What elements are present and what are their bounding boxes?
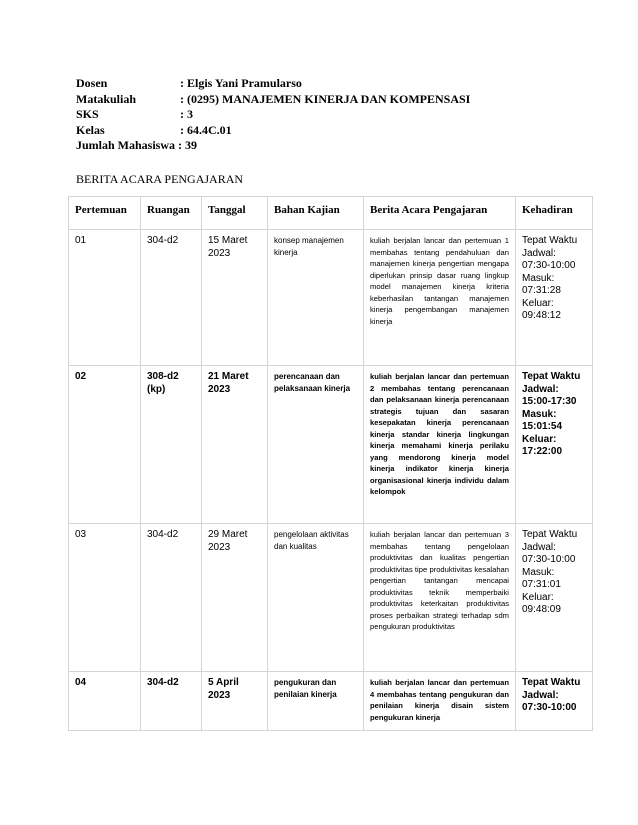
kehadiran-line: 07:31:01 [522,579,561,590]
column-header: Berita Acara Pengajaran [364,197,516,230]
kehadiran-line: Keluar: [522,433,557,445]
kehadiran-line: Jadwal: [522,689,559,701]
kehadiran-line: 15:01:54 [522,421,563,432]
cell-berita-acara: kuliah berjalan lancar dan pertemuan 3 membahas tentang pengelolaan produktivitas dan kualitas pengertian produktivitas tipe produktivitas kesalahan pengertian tantangan mencapai produktivitas teknik memperbaiki produktivitas keterkaitan produktivitas proses perbaikan strategi terhadap sdm pengukuran produktivitas [364,524,516,672]
cell-kehadiran [516,672,593,731]
kehadiran-line: Jadwal: [522,247,556,259]
kehadiran-line: 07:30-10:00 [522,702,577,713]
info-label: Matakuliah [76,91,137,106]
kehadiran-line: 17:22:00 [522,446,563,457]
cell-bahan-kajian: perencanaan dan pelaksanaan kinerja [268,366,364,524]
info-jumlah-mahasiswa [76,138,470,154]
info-kelas [76,123,470,139]
kehadiran-line: Masuk: [522,566,555,578]
table-header-row [69,197,593,230]
teaching-record-table [68,196,593,731]
info-label: Jumlah Mahasiswa [76,138,176,152]
section-title: BERITA ACARA PENGAJARAN [76,172,244,186]
cell-ruangan: 304-d2 [141,230,202,366]
kehadiran-line: 07:30-10:00 [522,260,576,271]
kehadiran-line: 15:00-17:30 [522,396,577,407]
kehadiran-line: Tepat Waktu [522,371,581,382]
kehadiran-line: Keluar: [522,591,554,603]
table-row [69,524,593,672]
cell-pertemuan: 03 [69,524,141,672]
cell-pertemuan: 04 [69,672,141,731]
cell-tanggal: 21 Maret 2023 [202,366,268,524]
info-sks [76,107,470,123]
info-value: : 3 [180,107,193,121]
column-header: Bahan Kajian [268,197,364,230]
cell-kehadiran [516,524,593,672]
cell-tanggal: 5 April 2023 [202,672,268,731]
cell-berita-acara: kuliah berjalan lancar dan pertemuan 1 membahas tentang pendahuluan dan manajemen kinerja pengertian mengapa diperlukan prinsip dasar ruang lingkup model manajemen kinerja kriteria keberhasilan tantangan manajemen kinerja pengembangan manajemen kinerja [364,230,516,366]
kehadiran-line: Keluar: [522,297,554,309]
cell-bahan-kajian: pengukuran dan penilaian kinerja [268,672,364,731]
cell-bahan-kajian: konsep manajemen kinerja [268,230,364,366]
info-label: Dosen [76,76,108,90]
cell-berita-acara: kuliah berjalan lancar dan pertemuan 2 membahas tentang perencanaan dan pelaksanaan kinerja perencanaan strategis tujuan dan sasaran kesepakatan kinerja perencanaan kinerja standar kinerja lingkungan kinerja memahami kinerja perilaku yang mendorong kinerja model kinerja indikator kinerja kinerja organisasional kinerja individu dalam kelompok [364,366,516,524]
kehadiran-line: 09:48:09 [522,604,561,615]
cell-kehadiran [516,366,593,524]
info-dosen [76,76,470,92]
cell-tanggal: 15 Maret 2023 [202,230,268,366]
column-header: Tanggal [202,197,268,230]
info-value: : (0295) MANAJEMEN KINERJA DAN KOMPENSASI [180,91,471,106]
kehadiran-line: Tepat Waktu [522,677,581,688]
table-row [69,366,593,524]
column-header: Kehadiran [516,197,593,230]
table-row [69,230,593,366]
cell-kehadiran [516,230,593,366]
kehadiran-line: Masuk: [522,272,555,284]
cell-ruangan: 308-d2 (kp) [141,366,202,524]
kehadiran-line: 09:48:12 [522,310,561,321]
column-header: Ruangan [141,197,202,230]
cell-ruangan: 304-d2 [141,524,202,672]
cell-bahan-kajian: pengelolaan aktivitas dan kualitas [268,524,364,672]
cell-tanggal: 29 Maret 2023 [202,524,268,672]
info-label: Kelas [76,122,105,137]
course-info [76,76,470,154]
cell-ruangan: 304-d2 [141,672,202,731]
cell-berita-acara: kuliah berjalan lancar dan pertemuan 4 membahas tentang pengukuran dan penilaian kinerja disain sistem pengukuran kinerja [364,672,516,731]
info-matakuliah [76,92,470,108]
info-value: : 64.4C.01 [180,122,232,137]
column-header: Pertemuan [69,197,141,230]
kehadiran-line: Tepat Waktu [522,529,578,540]
kehadiran-line: Masuk: [522,408,557,420]
info-value: : 39 [178,138,198,152]
kehadiran-line: 07:30-10:00 [522,554,576,565]
info-value: : Elgis Yani Pramularso [180,76,302,90]
info-label: SKS [76,107,99,121]
kehadiran-line: Tepat Waktu [522,235,578,246]
kehadiran-line: Jadwal: [522,541,556,553]
kehadiran-line: 07:31:28 [522,285,561,296]
cell-pertemuan: 01 [69,230,141,366]
kehadiran-line: Jadwal: [522,383,559,395]
cell-pertemuan: 02 [69,366,141,524]
table-row [69,672,593,731]
